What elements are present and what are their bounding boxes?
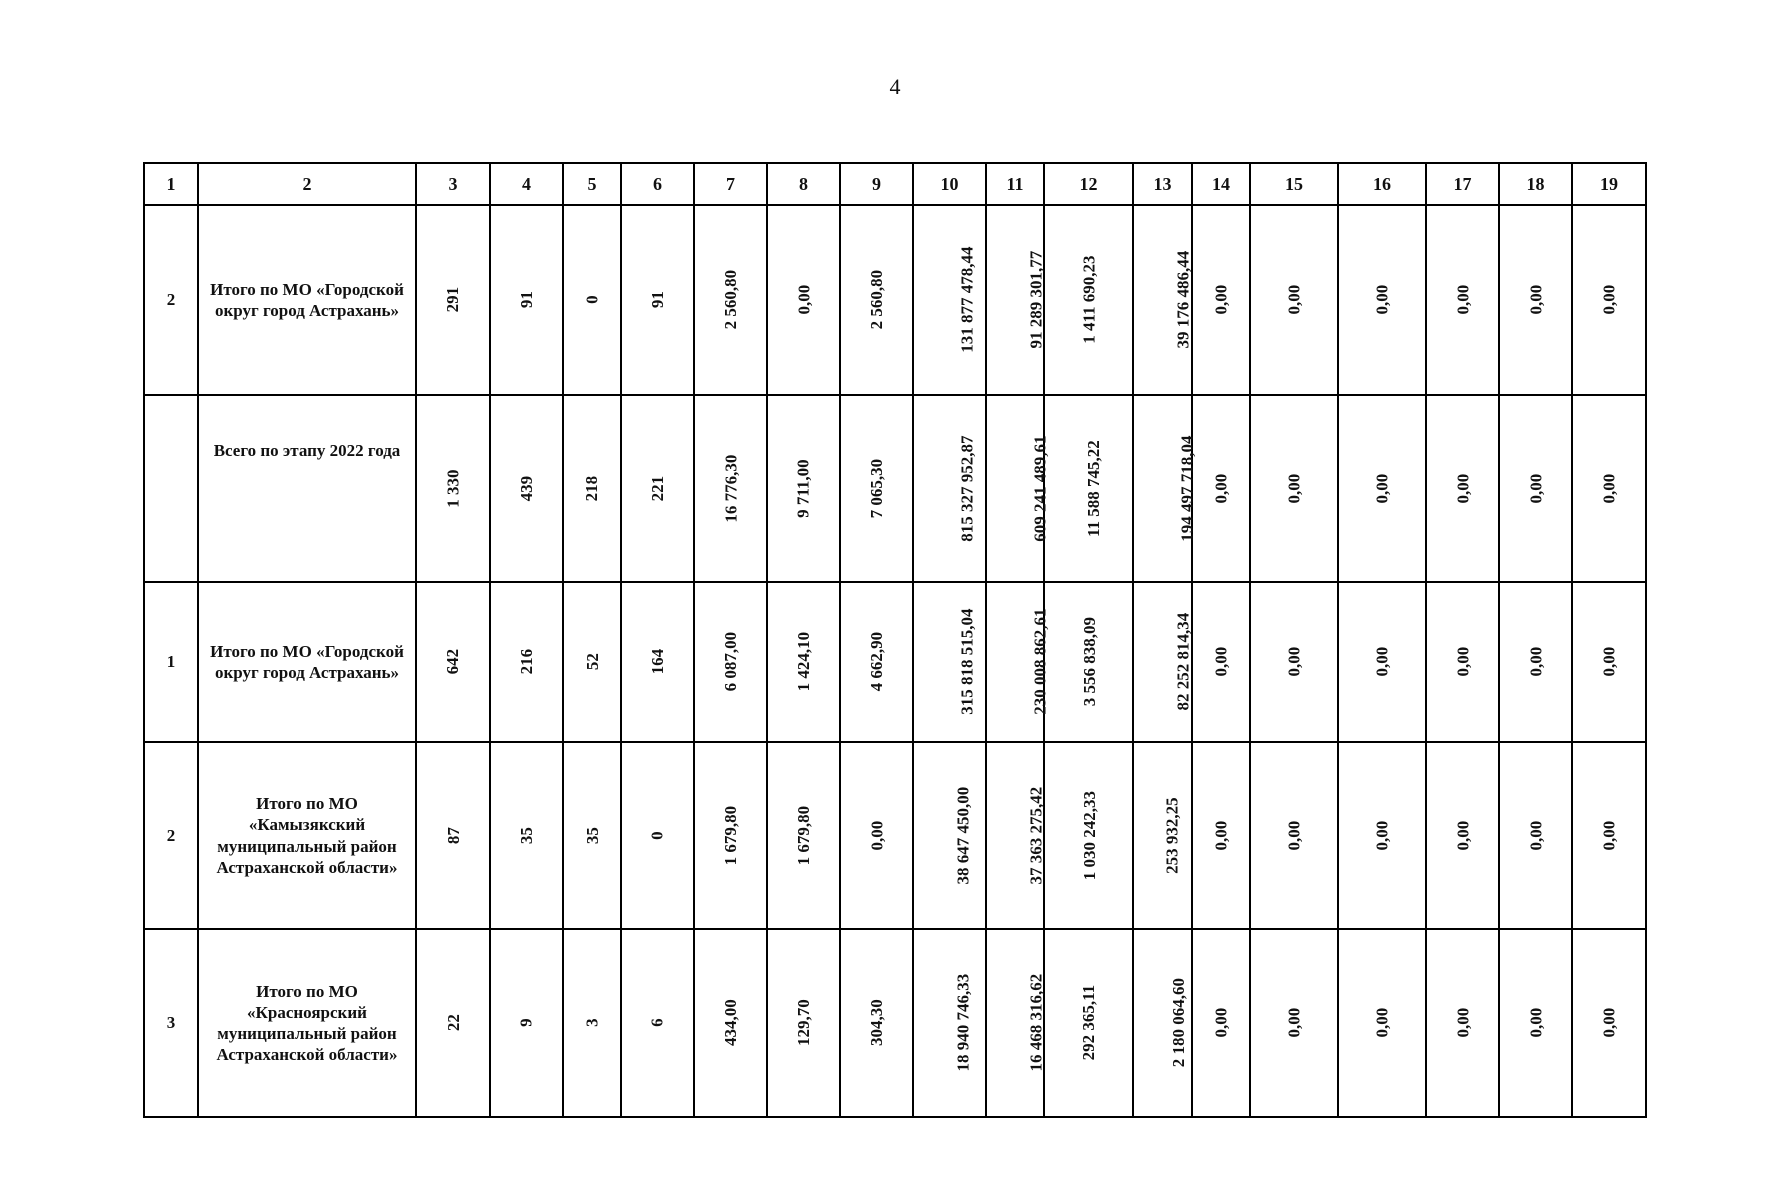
table-cell [1338, 742, 1426, 929]
cell-value: 2 560,80 [720, 270, 740, 330]
table-cell [767, 929, 840, 1117]
table-cell [1426, 929, 1499, 1117]
row-number: 1 [144, 582, 198, 742]
table-cell [1250, 742, 1338, 929]
table-cell [1133, 205, 1192, 395]
table-cell [1250, 205, 1338, 395]
table-cell [1044, 205, 1133, 395]
cell-value: 87 [443, 827, 463, 844]
table-cell [1426, 742, 1499, 929]
cell-value: 6 [647, 1018, 667, 1028]
table-cell [767, 582, 840, 742]
cell-value: 0,00 [1372, 473, 1392, 504]
cell-value: 1 030 242,33 [1080, 790, 1099, 881]
table-cell [1426, 582, 1499, 742]
column-header: 2 [198, 163, 416, 205]
table-cell [1572, 395, 1646, 582]
cell-value: 4 662,90 [866, 632, 886, 692]
cell-value: 0,00 [1284, 820, 1304, 851]
column-header: 12 [1044, 163, 1133, 205]
table-row [144, 582, 1646, 742]
cell-value: 39 176 486,44 [1173, 251, 1193, 349]
cell-value: 2 180 064,60 [1169, 978, 1188, 1068]
cell-value: 52 [582, 653, 602, 671]
table-cell [416, 582, 490, 742]
table-cell [767, 742, 840, 929]
table-cell [1133, 395, 1197, 582]
column-header: 1 [144, 163, 198, 205]
table-cell [1044, 395, 1133, 582]
table-cell [1572, 742, 1646, 929]
table-cell [694, 742, 767, 929]
table-cell [986, 205, 1044, 395]
cell-value: 642 [443, 649, 463, 675]
cell-value: 9 [516, 1018, 536, 1028]
cell-value: 3 [582, 1018, 602, 1028]
table-cell [1192, 395, 1250, 582]
cell-value: 0,00 [1525, 647, 1545, 677]
table-cell [840, 929, 913, 1117]
table-cell [563, 582, 621, 742]
table-cell [1133, 582, 1192, 742]
table-row [144, 205, 1646, 395]
data-table [143, 162, 1647, 1118]
row-name: Всего по этапу 2022 года [198, 395, 416, 582]
cell-value: 0,00 [1284, 647, 1304, 677]
cell-value: 35 [516, 827, 536, 844]
header-row [144, 163, 1646, 205]
cell-value: 0,00 [1372, 647, 1392, 677]
cell-value: 0,00 [866, 820, 886, 851]
cell-value: 91 [516, 291, 536, 309]
cell-value: 18 940 746,33 [953, 974, 973, 1072]
table-cell [1192, 742, 1250, 929]
cell-value: 1 679,80 [793, 805, 813, 866]
table-row [144, 742, 1646, 929]
column-header: 6 [621, 163, 694, 205]
table-cell [416, 742, 490, 929]
cell-value: 0,00 [1452, 820, 1472, 851]
cell-value: 22 [443, 1014, 463, 1032]
cell-value: 0 [647, 831, 667, 840]
table-cell [767, 205, 840, 395]
table-cell [1338, 395, 1426, 582]
cell-value: 434,00 [720, 999, 740, 1047]
table-cell [1133, 742, 1192, 929]
table-cell [490, 582, 563, 742]
table-cell [913, 742, 986, 929]
cell-value: 0,00 [1525, 820, 1545, 851]
cell-value: 6 087,00 [720, 632, 740, 692]
cell-value: 1 411 690,23 [1079, 255, 1099, 345]
cell-value: 315 818 515,04 [957, 608, 977, 716]
table-cell [1338, 205, 1426, 395]
cell-value: 2 560,80 [866, 270, 886, 330]
column-header: 3 [416, 163, 490, 205]
table-cell [621, 582, 694, 742]
table-cell [1499, 582, 1572, 742]
cell-value: 0,00 [1452, 1008, 1472, 1038]
row-name: Итого по МО «Городской округ город Астрахань» [198, 582, 416, 742]
column-header: 5 [563, 163, 621, 205]
table-cell [1499, 205, 1572, 395]
cell-value: 131 877 478,44 [957, 246, 977, 354]
cell-value: 9 711,00 [793, 459, 813, 518]
cell-value: 609 241 489,61 [1030, 435, 1050, 542]
table-cell [1044, 929, 1133, 1117]
cell-value: 253 932,25 [1162, 797, 1182, 874]
column-header: 10 [913, 163, 986, 205]
table-cell [1192, 582, 1250, 742]
cell-value: 0,00 [1525, 1008, 1545, 1038]
cell-value: 0,00 [1599, 285, 1619, 315]
table-cell [490, 205, 563, 395]
table-cell [1338, 582, 1426, 742]
table-cell [1499, 929, 1572, 1117]
cell-value: 0,00 [1525, 473, 1545, 504]
cell-value: 0,00 [1599, 820, 1619, 851]
cell-value: 815 327 952,87 [957, 435, 977, 542]
table-cell [621, 742, 694, 929]
table-cell [986, 929, 1044, 1117]
cell-value: 3 556 838,09 [1080, 617, 1099, 707]
cell-value: 91 [647, 291, 667, 309]
table-cell [621, 929, 694, 1117]
cell-value: 0,00 [1211, 647, 1231, 677]
row-number: 3 [144, 929, 198, 1117]
table-cell [1192, 929, 1250, 1117]
cell-value: 16 776,30 [720, 454, 740, 523]
table-cell [767, 395, 840, 582]
row-name: Итого по МО «Красноярский муниципальный район Астраханской области» [198, 929, 416, 1117]
table-cell [416, 929, 490, 1117]
table-cell [563, 929, 621, 1117]
table-cell [1192, 205, 1250, 395]
table-cell [416, 205, 490, 395]
cell-value: 37 363 275,42 [1026, 786, 1046, 885]
table-cell [563, 205, 621, 395]
table-cell [1044, 742, 1133, 929]
cell-value: 0,00 [1525, 285, 1545, 315]
row-name: Итого по МО «Городской округ город Астрахань» [198, 205, 416, 395]
table-cell [913, 929, 986, 1117]
table-cell [1133, 929, 1192, 1117]
column-header: 17 [1426, 163, 1499, 205]
column-header: 8 [767, 163, 840, 205]
cell-value: 38 647 450,00 [953, 786, 973, 885]
cell-value: 0,00 [1452, 473, 1472, 504]
cell-value: 0,00 [1284, 285, 1304, 315]
table-cell [621, 205, 694, 395]
cell-value: 304,30 [866, 999, 886, 1047]
table-cell [913, 395, 986, 582]
table-row [144, 929, 1646, 1117]
table-cell [1572, 582, 1646, 742]
cell-value: 0,00 [1372, 820, 1392, 851]
cell-value: 35 [582, 827, 602, 844]
cell-value: 1 330 [443, 469, 463, 508]
cell-value: 7 065,30 [866, 458, 886, 519]
cell-value: 0,00 [793, 285, 813, 315]
cell-value: 291 [443, 287, 463, 313]
cell-value: 292 365,11 [1078, 985, 1098, 1061]
cell-value: 91 289 301,77 [1026, 251, 1046, 349]
row-number [144, 395, 198, 582]
cell-value: 1 679,80 [720, 805, 740, 866]
column-header: 7 [694, 163, 767, 205]
table-cell [986, 395, 1050, 582]
table-cell [840, 742, 913, 929]
table-cell [694, 205, 767, 395]
table-cell [986, 582, 1050, 742]
row-number: 2 [144, 205, 198, 395]
table-cell [563, 395, 621, 582]
table-cell [563, 742, 621, 929]
table-cell [1338, 929, 1426, 1117]
cell-value: 0,00 [1284, 1008, 1304, 1038]
cell-value: 218 [582, 475, 602, 502]
table-cell [913, 582, 986, 742]
cell-value: 0,00 [1211, 285, 1231, 315]
table-cell [840, 205, 913, 395]
table-cell [1250, 929, 1338, 1117]
cell-value: 164 [647, 649, 667, 675]
table-cell [913, 205, 986, 395]
cell-value: 439 [516, 475, 536, 502]
cell-value: 11 588 745,22 [1083, 440, 1103, 537]
table-row [144, 395, 1646, 582]
cell-value: 0,00 [1372, 1008, 1392, 1038]
cell-value: 0 [582, 295, 602, 305]
column-header: 18 [1499, 163, 1572, 205]
cell-value: 0,00 [1599, 647, 1619, 677]
table-cell [490, 395, 563, 582]
table-cell [621, 395, 694, 582]
table-cell [1426, 205, 1499, 395]
column-header: 16 [1338, 163, 1426, 205]
cell-value: 0,00 [1284, 473, 1304, 504]
table-cell [1426, 395, 1499, 582]
table-cell [694, 395, 767, 582]
table-cell [694, 582, 767, 742]
row-number: 2 [144, 742, 198, 929]
column-header: 13 [1133, 163, 1192, 205]
cell-value: 0,00 [1211, 1008, 1231, 1038]
cell-value: 0,00 [1599, 473, 1619, 504]
column-header: 15 [1250, 163, 1338, 205]
cell-value: 230 008 862,61 [1030, 608, 1050, 716]
table-cell [1499, 395, 1572, 582]
cell-value: 194 497 718,04 [1177, 435, 1197, 542]
column-header: 11 [986, 163, 1044, 205]
row-name: Итого по МО «Камызякский муниципальный район Астраханской области» [198, 742, 416, 929]
column-header: 4 [490, 163, 563, 205]
cell-value: 16 468 316,62 [1026, 974, 1046, 1072]
cell-value: 0,00 [1211, 820, 1231, 851]
cell-value: 82 252 814,34 [1173, 613, 1193, 711]
table-cell [1499, 742, 1572, 929]
cell-value: 0,00 [1372, 285, 1392, 315]
table-cell [694, 929, 767, 1117]
table-cell [416, 395, 490, 582]
column-header: 9 [840, 163, 913, 205]
table-cell [840, 395, 913, 582]
page-number: 4 [889, 74, 901, 99]
column-header: 14 [1192, 163, 1250, 205]
table-cell [840, 582, 913, 742]
table-cell [986, 742, 1044, 929]
table-cell [490, 929, 563, 1117]
table-cell [1044, 582, 1133, 742]
table-cell [490, 742, 563, 929]
cell-value: 216 [516, 649, 536, 675]
table-cell [1250, 395, 1338, 582]
table-cell [1572, 205, 1646, 395]
cell-value: 129,70 [793, 999, 813, 1047]
table-cell [1250, 582, 1338, 742]
table-cell [1572, 929, 1646, 1117]
column-header: 19 [1572, 163, 1646, 205]
cell-value: 0,00 [1452, 285, 1472, 315]
cell-value: 0,00 [1452, 647, 1472, 677]
cell-value: 1 424,10 [793, 632, 813, 692]
cell-value: 221 [647, 475, 667, 502]
cell-value: 0,00 [1599, 1008, 1619, 1038]
cell-value: 0,00 [1211, 473, 1231, 504]
